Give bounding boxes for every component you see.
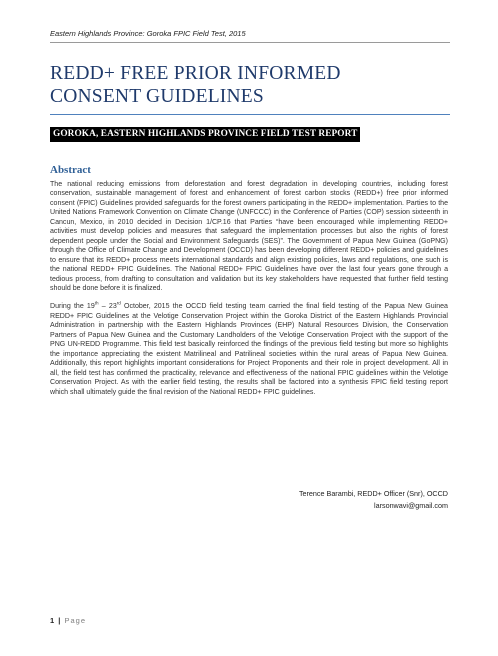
document-title xyxy=(50,62,450,108)
ordinal-superscript: rd xyxy=(116,301,121,307)
page-label: Page xyxy=(64,616,86,625)
subtitle-banner: GOROKA, EASTERN HIGHLANDS PROVINCE FIELD TEST REPORT xyxy=(50,127,360,142)
header-rule xyxy=(50,42,450,43)
para2-prefix: During the 19 xyxy=(50,303,95,311)
running-header: Eastern Highlands Province: Goroka FPIC Field Test, 2015 xyxy=(50,29,246,38)
page-number: 1 xyxy=(50,616,55,625)
abstract-paragraph-2 xyxy=(50,302,448,397)
author-signature xyxy=(299,488,448,512)
title-line-2: CONSENT GUIDELINES xyxy=(50,86,264,107)
para2-body: October, 2015 the OCCD field testing team carried the final field testing of the Papua New Guinea REDD+ FPIC Guidelines at the Velotige Conservation Project within the Goroka District of the Eastern Highlands Provincial Administration in partnership with the Eastern Highlands Provinces (EHP) Natural Resources Division, the Conservation Partners of Papua New Guinea and the Customary Landholders of the Velotige Conservation Project with the support of the PNG UN-REDD Programme. This field test basically reinforced the findings of the previous field testing but more so highlights the importance appreciating the existent Matrilineal and Patrilineal societies within the rural areas of Papua New Guinea. Additionally, this report highlights important considerations for Project Proponents and their role in project development. All in all, the field test has confirmed the practicality, relevance and effectiveness of the national FPIC guidelines within the Velotige Conservation Project. As with the earlier field testing, the results shall be factored into a synthesis FPIC field testing report which shall ultimately guide the final revision of the National REDD+ FPIC guidelines. xyxy=(50,303,448,396)
abstract-body xyxy=(50,180,448,406)
para2-date-range: – 23 xyxy=(98,303,117,311)
footer-separator: | xyxy=(58,616,61,625)
page-footer xyxy=(50,616,86,625)
abstract-paragraph-1: The national reducing emissions from deforestation and forest degradation in developing countries, including forest conservation, sustainable management of forest and enhancement of forest carbon stocks (REDD+) free prior informed consent (FPIC) Guidelines provided safeguards for the forest owners participating in the REDD+ implementation. Parties to the United Nations Framework Convention on Climate Change (UNFCCC) in the Conference of Parties (COP) session sixteenth in Cancun, Mexico, in 2010 decided in Decision 1/CP.16 that Parties “have been encouraged while implementing REDD+ activities must develop policies and measures that safeguard the implementation processes but also the rights of forest dependent people under the Social and Environment Safeguards (SES)”. The Government of Papua New Guinea (GoPNG) through the Office of Climate Change and Development (OCCD) has been developing different REDD+ policies and guidelines to ensure that its REDD+ process meets international standards and align existing policies, laws and regulations, one such is the national REDD+ FPIC Guidelines. The National REDD+ FPIC Guidelines have over the last four years gone through a tedious process, from drafting to consultation and validation but its key stakeholders have requested that further field testing should be done before it is finalized. xyxy=(50,181,448,292)
abstract-heading: Abstract xyxy=(50,164,91,176)
ordinal-superscript: th xyxy=(94,301,99,307)
author-name: Terence Barambi, REDD+ Officer (Snr), OCCD xyxy=(298,489,448,498)
author-email: larsonwavi@gmail.com xyxy=(373,501,448,510)
title-rule xyxy=(50,114,450,115)
title-line-1: REDD+ FREE PRIOR INFORMED xyxy=(50,63,341,84)
